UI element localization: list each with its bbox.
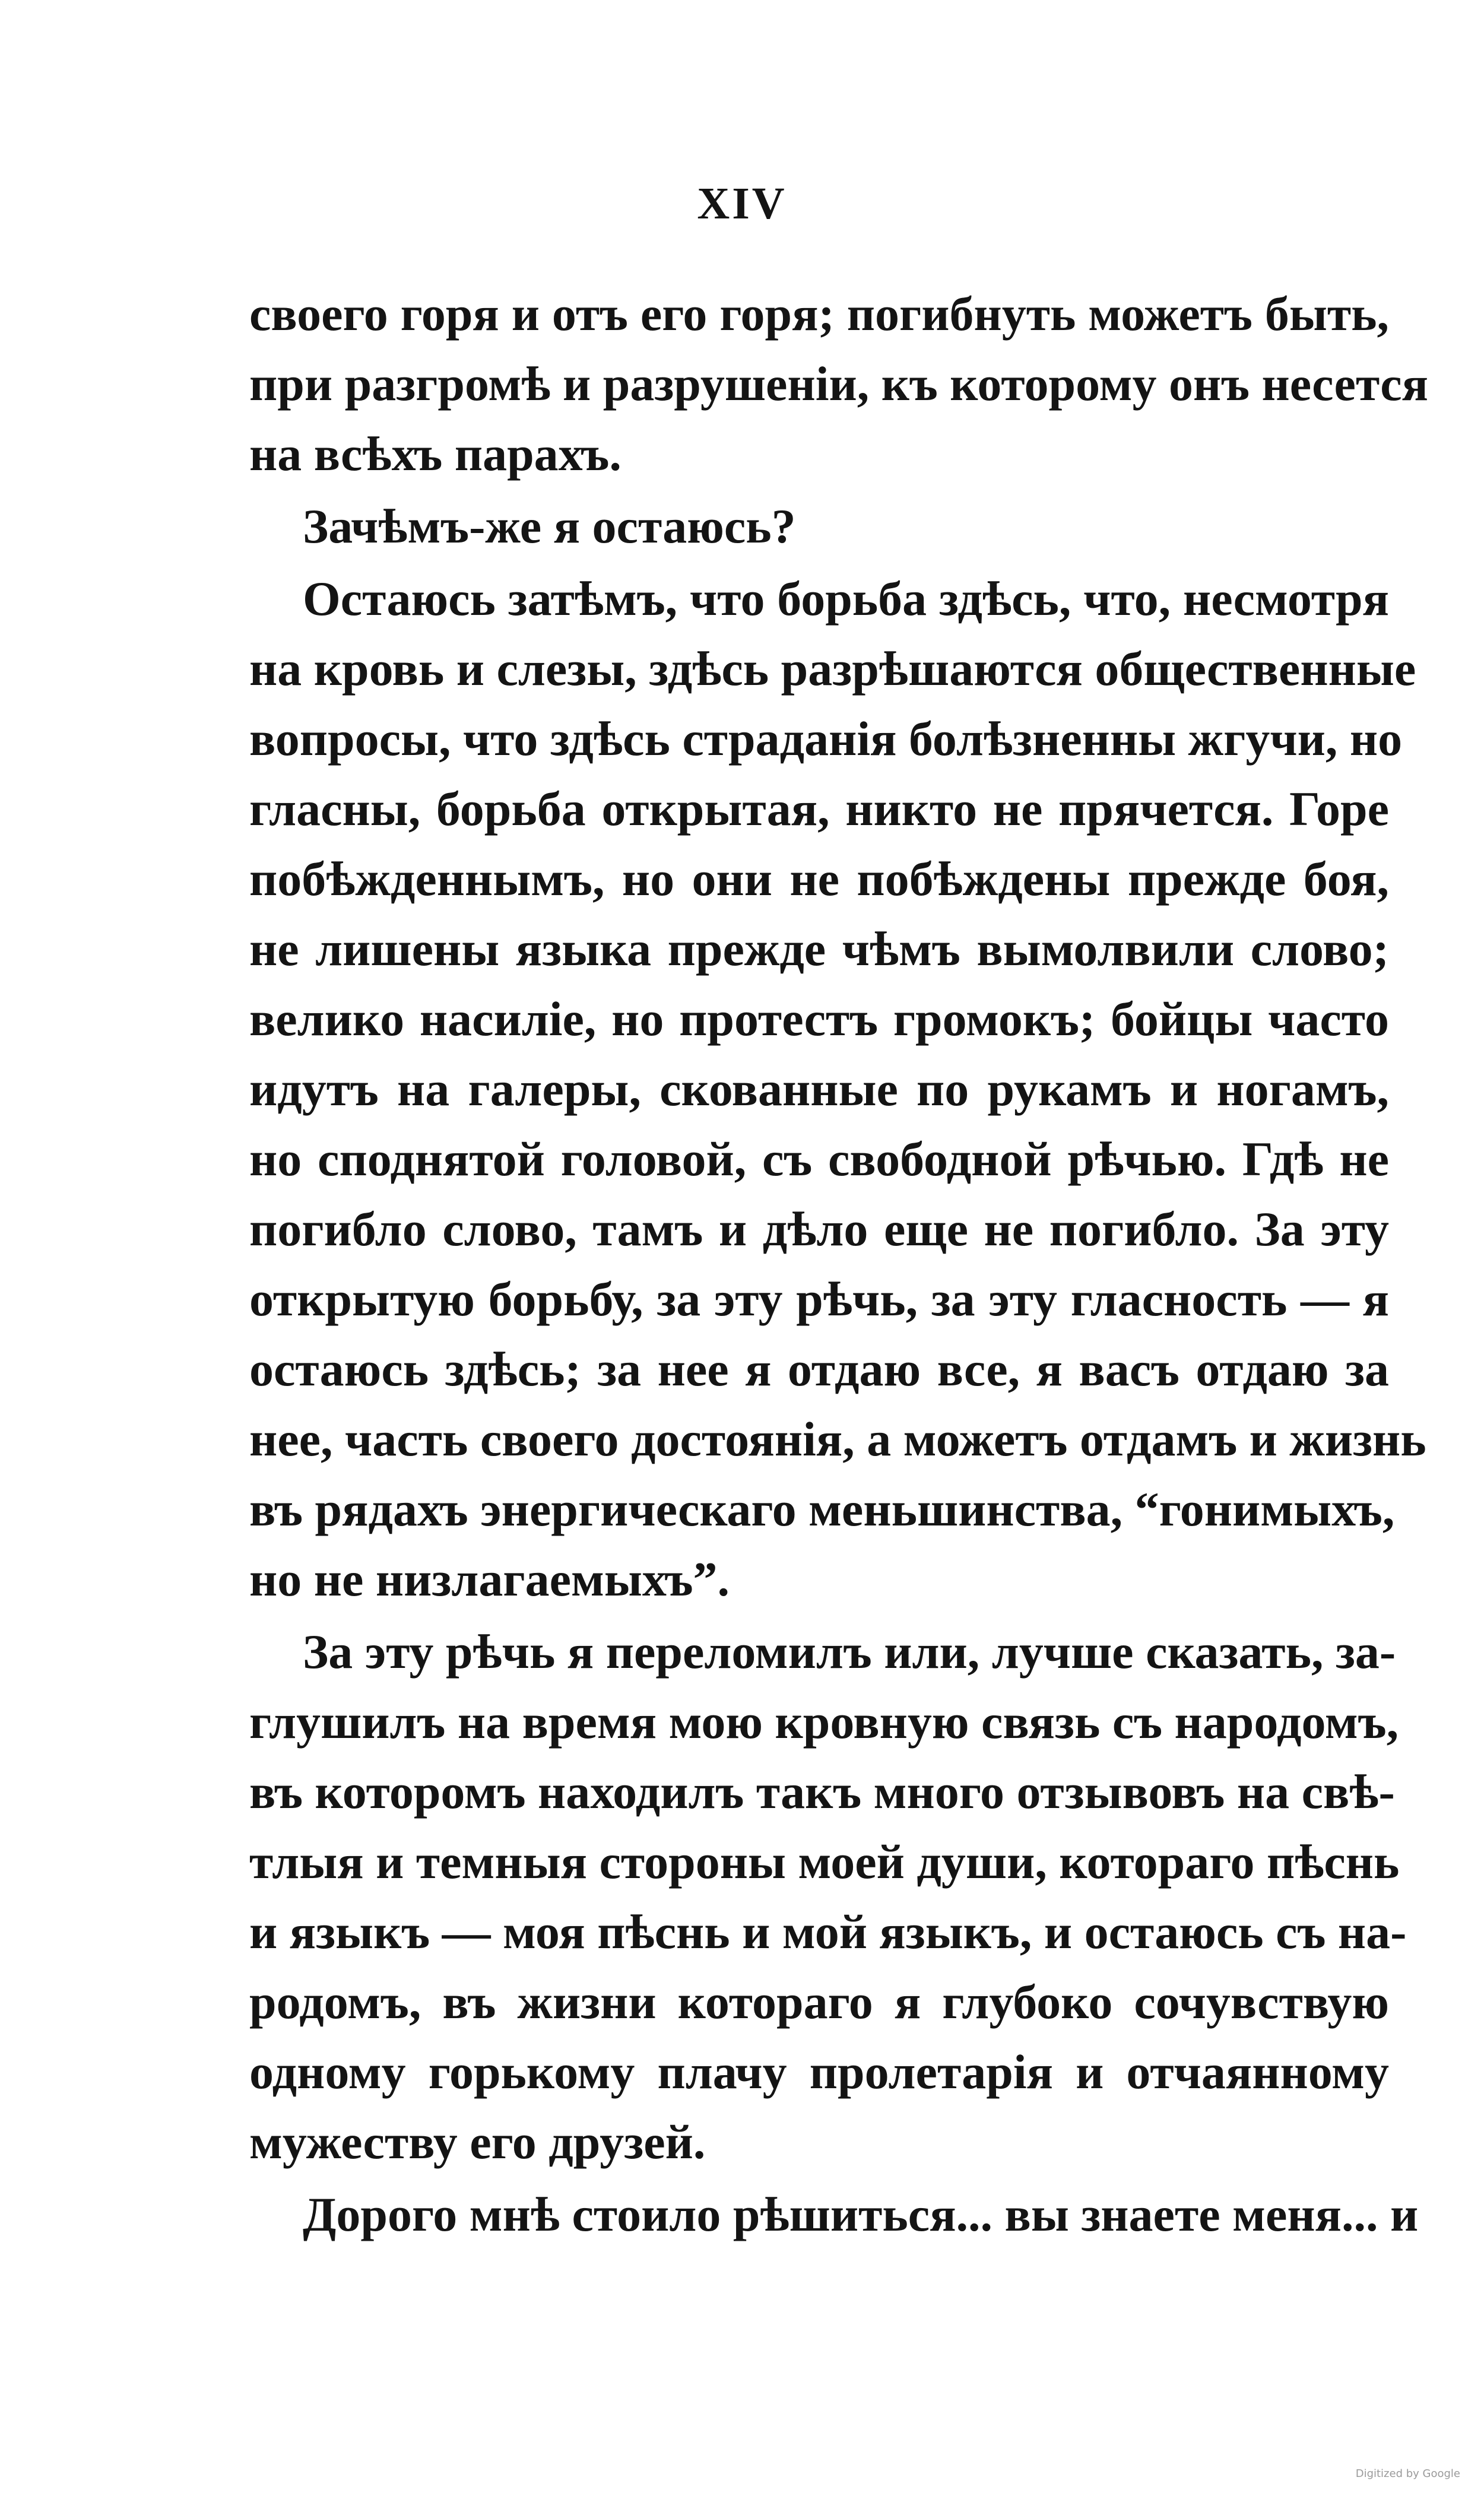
text-line: но споднятой головой, съ свободной рѣчью. Гдѣ не [249, 1132, 1389, 1186]
text-line: своего горя и отъ его горя; погибнуть можетъ быть, [249, 287, 1389, 341]
text-line: гласны, борьба открытая, никто не прячется. Горе [249, 782, 1389, 836]
body-text [249, 279, 1428, 2252]
text-line: вопросы, что здѣсь страданія болѣзненны жгучи, но [249, 712, 1403, 766]
text-line: За эту рѣчь я переломилъ или, лучше сказать, за- [303, 1625, 1396, 1679]
text-line: одному горькому плачу пролетарія и отчаянному [249, 2045, 1389, 2099]
text-line: Остаюсь затѣмъ, что борьба здѣсь, что, несмотря [303, 572, 1389, 626]
page-number: XIV [697, 179, 787, 229]
text-line: велико насиліе, но протестъ громокъ; бойцы часто [249, 992, 1389, 1046]
text-line: въ которомъ находилъ такъ много отзывовъ на свѣ- [249, 1765, 1395, 1819]
text-line: не лишены языка прежде чѣмъ вымолвили слово; [249, 922, 1389, 976]
text-line: на кровь и слезы, здѣсь разрѣшаются общественные [249, 642, 1416, 696]
text-line: родомъ, въ жизни котораго я глубоко сочувствую [249, 1975, 1389, 2029]
text-line: тлыя и темныя стороны моей души, котораго пѣснь [249, 1835, 1400, 1889]
paragraph [249, 1617, 1407, 2177]
text-line: Зачѣмъ-же я остаюсь? [303, 499, 796, 553]
text-line: погибло слово, тамъ и дѣло еще не погибло. За эту [249, 1202, 1389, 1256]
text-line: идутъ на галеры, скованные по рукамъ и ногамъ, [249, 1062, 1389, 1116]
text-line: открытую борьбу, за эту рѣчь, за эту гласность — я [249, 1272, 1389, 1326]
paragraph [249, 491, 1389, 562]
paragraph [249, 2180, 1419, 2250]
text-line: глушилъ на время мою кровную связь съ народомъ, [249, 1695, 1399, 1749]
text-line: побѣжденнымъ, но они не побѣждены прежде боя, [249, 852, 1389, 906]
text-line: мужеству его друзей. [249, 2115, 706, 2169]
text-line: при разгромѣ и разрушеніи, къ которому онъ несется [249, 357, 1428, 411]
text-line: но не низлагаемыхъ”. [249, 1552, 730, 1606]
digitization-watermark: Digitized by Google [1355, 2467, 1460, 2480]
paragraph [249, 564, 1426, 1615]
text-line: и языкъ — моя пѣснь и мой языкъ, и остаюсь съ на- [249, 1905, 1407, 1959]
text-line: въ рядахъ энергическаго меньшинства, “гонимыхъ, [249, 1482, 1395, 1536]
text-line: на всѣхъ парахъ. [249, 427, 621, 481]
text-line: остаюсь здѣсь; за нее я отдаю все, я васъ отдаю за [249, 1342, 1389, 1396]
text-line: Дорого мнѣ стоило рѣшиться... вы знаете меня... и [303, 2187, 1419, 2241]
paragraph [249, 279, 1428, 489]
text-line: нее, часть своего достоянія, а можетъ отдамъ и жизнь [249, 1412, 1426, 1466]
